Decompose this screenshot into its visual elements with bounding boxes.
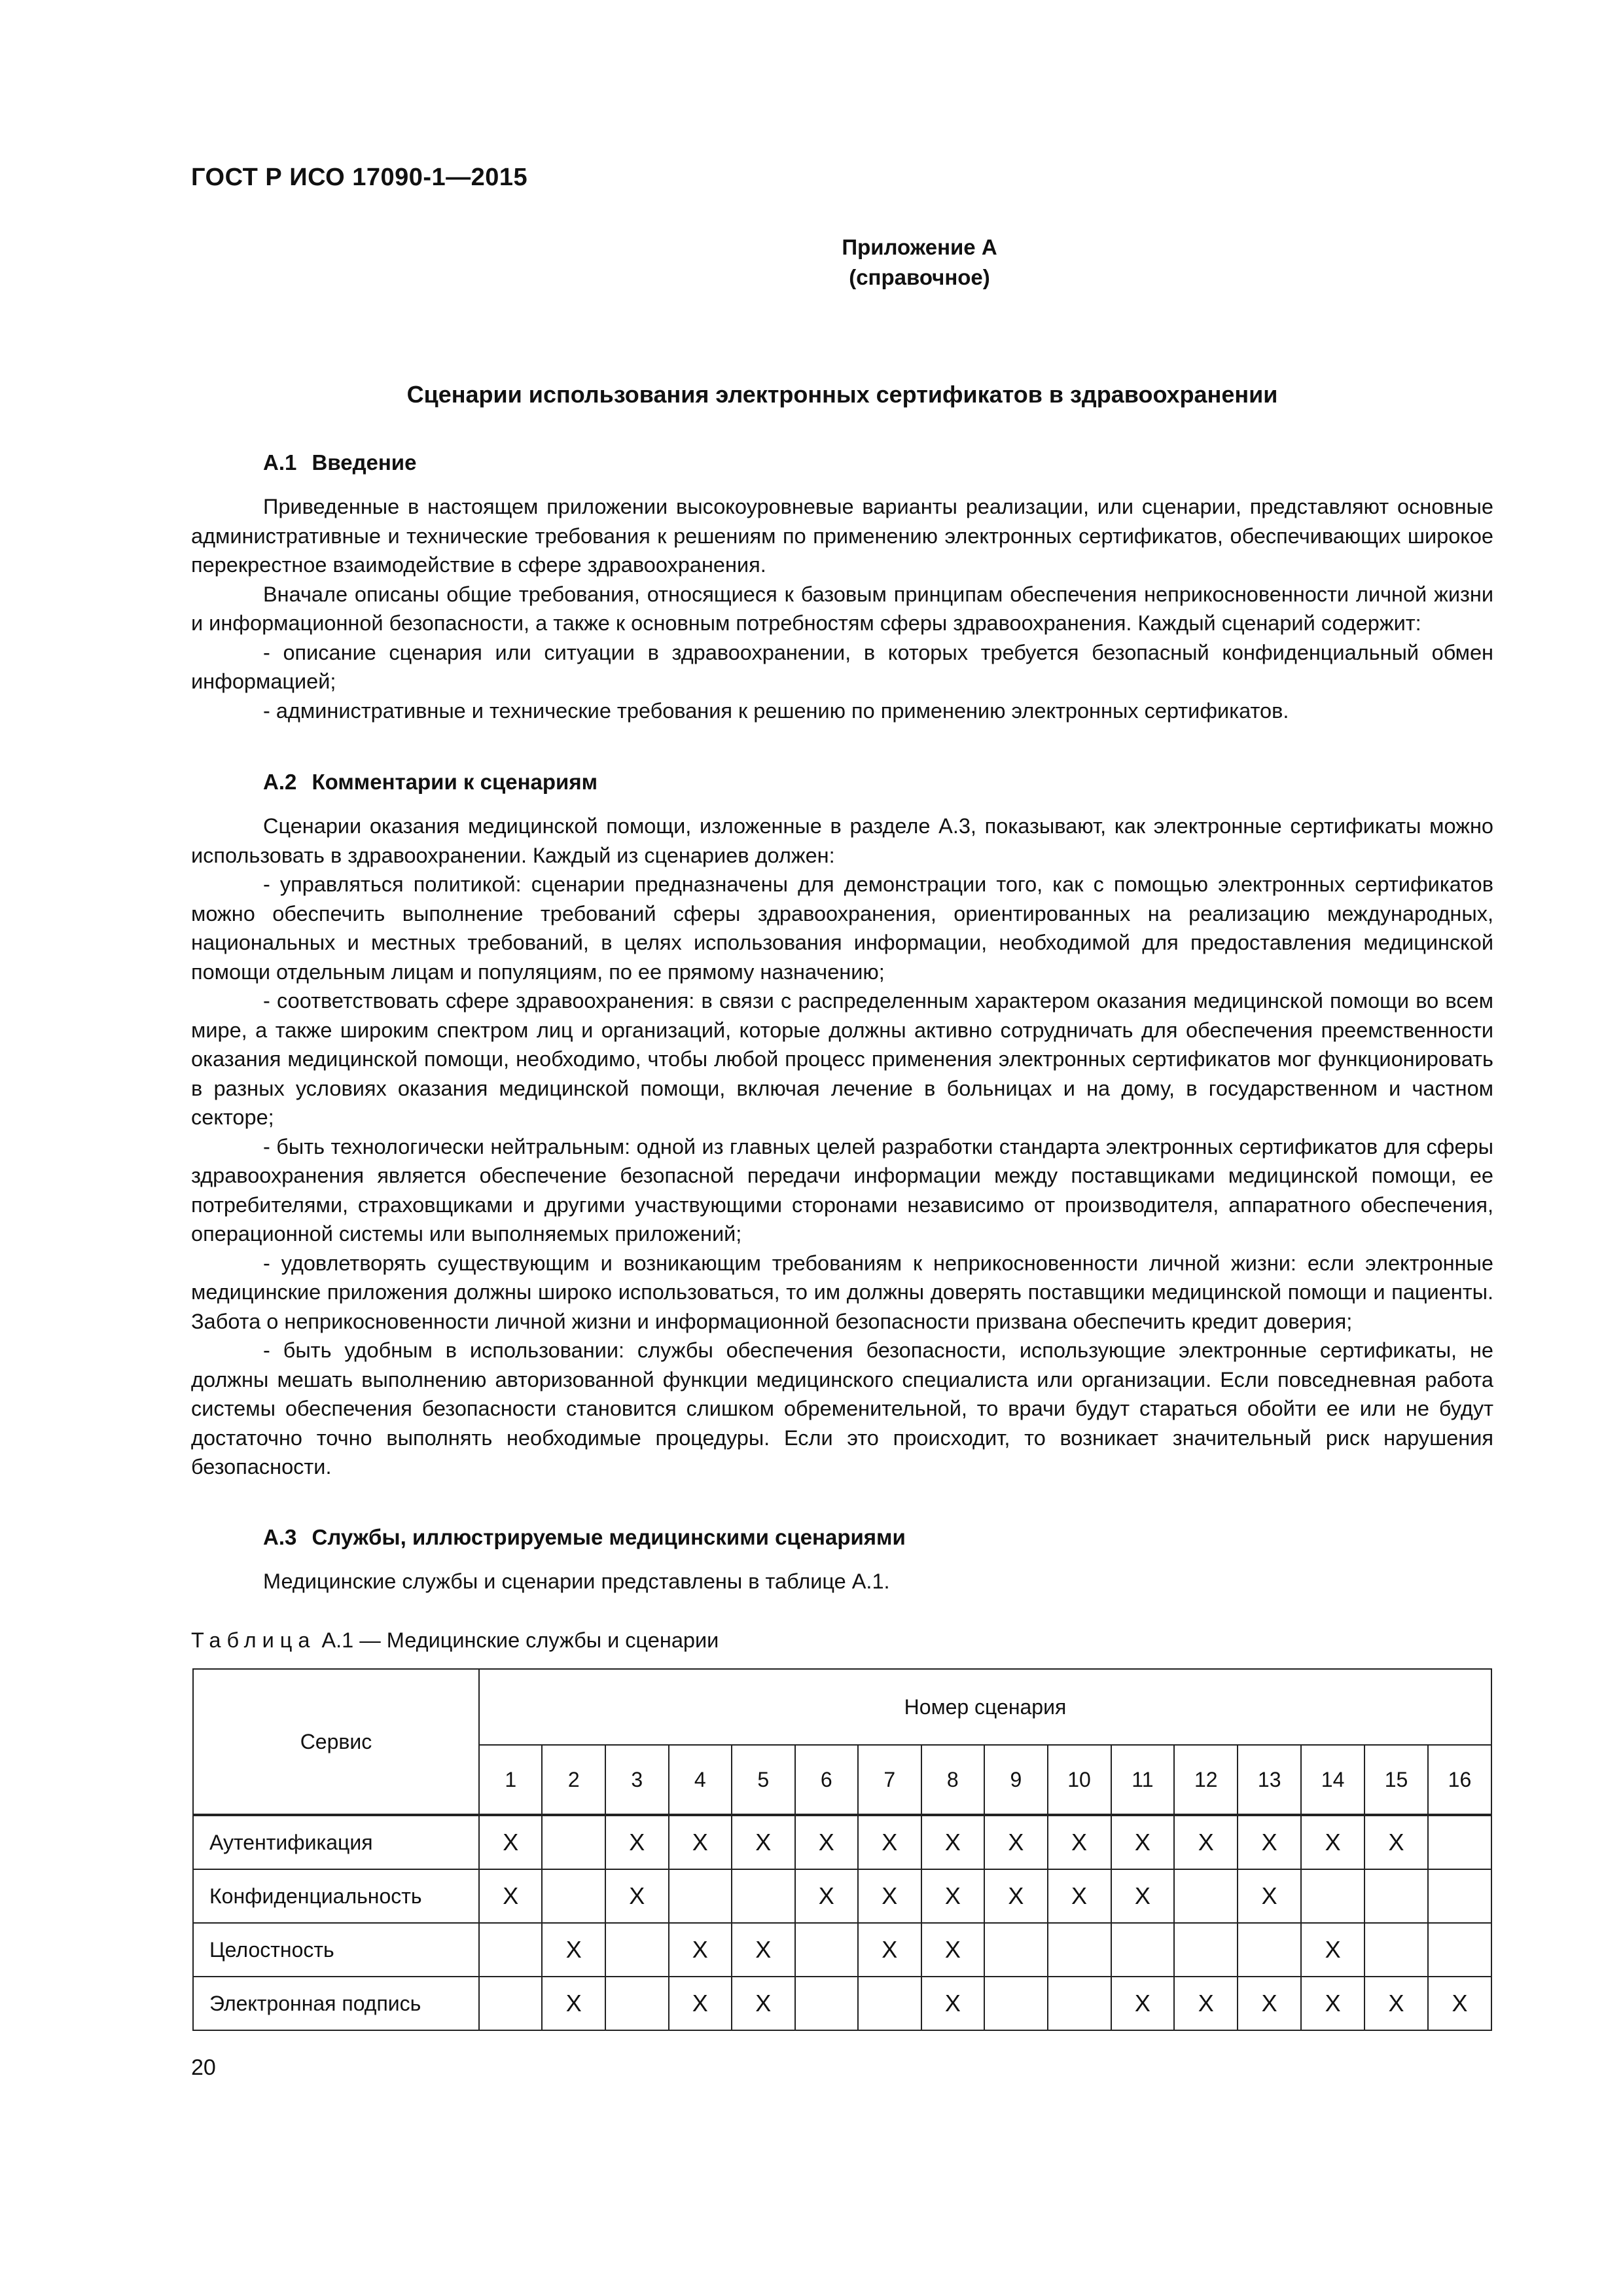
- section-body-a2: [191, 812, 1493, 1482]
- scenario-mark-cell: X: [1238, 1869, 1301, 1923]
- scenario-mark-cell: [1174, 1869, 1238, 1923]
- table-row: [193, 1977, 1491, 2030]
- scenario-mark-cell: X: [858, 1923, 921, 1977]
- scenario-mark-cell: X: [984, 1869, 1048, 1923]
- paragraph: - административные и технические требования к решению по применению электронных сертификатов.: [263, 698, 1289, 723]
- scenario-mark-cell: [479, 1923, 543, 1977]
- section-number: А.1: [263, 450, 297, 475]
- table-body: [193, 1815, 1491, 2030]
- paragraph: Вначале описаны общие требования, относящиеся к базовым принципам обеспечения неприкосновенности личной жизни и информационной безопасности, а также к основным потребностям сферы здравоохранения. Каждый сценарий содержит:: [191, 582, 1493, 635]
- scenario-mark-cell: X: [921, 1815, 985, 1869]
- service-name-cell: Электронная подпись: [193, 1977, 479, 2030]
- scenario-number-header: 7: [858, 1745, 921, 1815]
- scenario-mark-cell: [1111, 1923, 1175, 1977]
- scenario-mark-cell: X: [1111, 1977, 1175, 2030]
- scenario-mark-cell: X: [921, 1923, 985, 1977]
- paragraph: Сценарии оказания медицинской помощи, изложенные в разделе А.3, показывают, как электронные сертификаты можно использовать в здравоохранении. Каждый из сценариев должен:: [191, 814, 1493, 867]
- paragraph: - быть технологически нейтральным: одной из главных целей разработки стандарта электронных сертификатов для сферы здравоохранения является обеспечение безопасной передачи информации между поставщиками медицинской помощи, ее потребителями, страховщиками и другими участвующими сторонами независимо от производителя, аппаратного обеспечения, операционной системы или выполняемых приложений;: [191, 1134, 1493, 1246]
- scenario-mark-cell: X: [1174, 1977, 1238, 2030]
- section-title: Службы, иллюстрируемые медицинскими сценариями: [312, 1525, 906, 1549]
- document-code: ГОСТ Р ИСО 17090-1—2015: [191, 164, 528, 191]
- scenario-mark-cell: [984, 1923, 1048, 1977]
- scenario-mark-cell: X: [1048, 1869, 1111, 1923]
- scenario-mark-cell: X: [1238, 1815, 1301, 1869]
- scenario-mark-cell: [795, 1977, 859, 2030]
- scenario-number-header: 4: [669, 1745, 732, 1815]
- table-row: [193, 1923, 1491, 1977]
- scenario-mark-cell: [1048, 1923, 1111, 1977]
- service-name-cell: Аутентификация: [193, 1815, 479, 1869]
- paragraph: - соответствовать сфере здравоохранения: в связи с распределенным характером оказания медицинской помощи во всем мире, а также широким спектром лиц и организаций, которые должны активно сотрудничать для обеспечения преемственности оказания медицинской помощи, необходимо, чтобы любой процесс применения электронных сертификатов мог функционировать в разных условиях оказания медицинской помощи, включая лечение в больницах и на дому, в государственном и частном секторе;: [191, 989, 1493, 1129]
- section-number: А.2: [263, 770, 297, 794]
- scenario-mark-cell: X: [1111, 1869, 1175, 1923]
- table-row: [193, 1869, 1491, 1923]
- scenario-mark-cell: X: [1301, 1815, 1364, 1869]
- scenario-mark-cell: X: [732, 1977, 795, 2030]
- scenario-number-header: 16: [1428, 1745, 1491, 1815]
- annex-main-title: Сценарии использования электронных сертификатов в здравоохранении: [406, 381, 1278, 408]
- scenario-mark-cell: X: [1428, 1977, 1491, 2030]
- scenario-mark-cell: X: [1048, 1815, 1111, 1869]
- annex-label: Приложение А: [842, 235, 997, 259]
- scenario-number-header: 2: [542, 1745, 605, 1815]
- scenario-mark-cell: [1428, 1923, 1491, 1977]
- scenario-number-header: 6: [795, 1745, 859, 1815]
- scenario-mark-cell: [542, 1869, 605, 1923]
- scenario-number-group-header: Номер сценария: [479, 1669, 1491, 1745]
- scenario-mark-cell: X: [605, 1869, 669, 1923]
- table-row: [193, 1815, 1491, 1869]
- table-caption-text: А.1 — Медицинские службы и сценарии: [315, 1628, 719, 1652]
- scenario-number-header: 14: [1301, 1745, 1364, 1815]
- scenario-mark-cell: [1174, 1923, 1238, 1977]
- paragraph: - быть удобным в использовании: службы обеспечения безопасности, использующие электронные сертификаты, не должны мешать выполнению авторизованной функции медицинского специалиста или организации. Если повседневная работа системы обеспечения безопасности становится слишком обременительной, то врачи будут стараться обойти ее или не будут достаточно точно выполнять необходимые процедуры. Если это происходит, то возникает значительный риск нарушения безопасности.: [191, 1338, 1493, 1479]
- section-title: Введение: [312, 450, 417, 475]
- service-column-header: Сервис: [193, 1669, 479, 1815]
- annex-heading: [654, 232, 1185, 293]
- scenario-mark-cell: [542, 1815, 605, 1869]
- scenario-mark-cell: [479, 1977, 543, 2030]
- scenario-mark-cell: X: [1301, 1977, 1364, 2030]
- paragraph: - удовлетворять существующим и возникающим требованиям к неприкосновенности личной жизни: если электронные медицинские приложения должны широко использоваться, то им должны доверять поставщики медицинской помощи и пациенты. Забота о неприкосновенности личной жизни и информационной безопасности призвана обеспечить кредит доверия;: [191, 1251, 1493, 1333]
- scenario-mark-cell: [1428, 1815, 1491, 1869]
- section-body-a3: [191, 1567, 1493, 1596]
- table-header-row: [193, 1669, 1491, 1745]
- scenario-mark-cell: [1238, 1923, 1301, 1977]
- scenario-mark-cell: X: [669, 1815, 732, 1869]
- scenario-mark-cell: [1428, 1869, 1491, 1923]
- section-heading-a2: [263, 770, 597, 795]
- scenario-number-header: 1: [479, 1745, 543, 1815]
- scenario-number-header: 15: [1364, 1745, 1428, 1815]
- scenario-mark-cell: X: [732, 1923, 795, 1977]
- scenario-mark-cell: X: [669, 1923, 732, 1977]
- scenario-number-header: 3: [605, 1745, 669, 1815]
- scenario-mark-cell: X: [1174, 1815, 1238, 1869]
- scenario-mark-cell: [1048, 1977, 1111, 2030]
- paragraph: - описание сценария или ситуации в здравоохранении, в которых требуется безопасный конфиденциальный обмен информацией;: [191, 640, 1493, 693]
- scenario-number-header: 13: [1238, 1745, 1301, 1815]
- services-scenarios-table: [192, 1668, 1492, 2031]
- scenario-mark-cell: X: [795, 1869, 859, 1923]
- scenario-mark-cell: [1364, 1869, 1428, 1923]
- scenario-mark-cell: X: [1364, 1977, 1428, 2030]
- scenario-number-header: 5: [732, 1745, 795, 1815]
- scenario-mark-cell: X: [605, 1815, 669, 1869]
- scenario-mark-cell: X: [1301, 1923, 1364, 1977]
- annex-status: (справочное): [849, 265, 990, 289]
- scenario-number-header: 10: [1048, 1745, 1111, 1815]
- scenario-mark-cell: X: [669, 1977, 732, 2030]
- scenario-mark-cell: [858, 1977, 921, 2030]
- section-title: Комментарии к сценариям: [312, 770, 597, 794]
- section-body-a1: [191, 492, 1493, 725]
- scenario-mark-cell: X: [858, 1869, 921, 1923]
- table-caption-prefix: Таблица: [191, 1628, 316, 1652]
- scenario-number-header: 11: [1111, 1745, 1175, 1815]
- paragraph: Приведенные в настоящем приложении высокоуровневые варианты реализации, или сценарии, представляют основные административные и технические требования к решениям по применению электронных сертификатов, обеспечивающих широкое перекрестное взаимодействие в сфере здравоохранения.: [191, 495, 1493, 577]
- section-heading-a1: [263, 450, 416, 475]
- scenario-mark-cell: X: [1111, 1815, 1175, 1869]
- scenario-mark-cell: X: [479, 1815, 543, 1869]
- scenario-mark-cell: [605, 1923, 669, 1977]
- scenario-mark-cell: [605, 1977, 669, 2030]
- scenario-mark-cell: X: [1238, 1977, 1301, 2030]
- scenario-number-header: 8: [921, 1745, 985, 1815]
- scenario-mark-cell: [1364, 1923, 1428, 1977]
- section-number: А.3: [263, 1525, 297, 1549]
- scenario-mark-cell: [984, 1977, 1048, 2030]
- scenario-mark-cell: [669, 1869, 732, 1923]
- scenario-mark-cell: [1301, 1869, 1364, 1923]
- scenario-number-header: 9: [984, 1745, 1048, 1815]
- service-name-cell: Целостность: [193, 1923, 479, 1977]
- section-heading-a3: [263, 1525, 906, 1550]
- scenario-mark-cell: X: [1364, 1815, 1428, 1869]
- scenario-mark-cell: [795, 1923, 859, 1977]
- scenario-mark-cell: X: [542, 1923, 605, 1977]
- scenario-mark-cell: X: [858, 1815, 921, 1869]
- scenario-mark-cell: [732, 1869, 795, 1923]
- scenario-mark-cell: X: [921, 1869, 985, 1923]
- table-caption: [191, 1628, 719, 1653]
- paragraph: - управляться политикой: сценарии предназначены для демонстрации того, как с помощью электронных сертификатов можно обеспечить выполнение требований сферы здравоохранения, ориентированных на реализацию международных, национальных и местных требований, в целях использования информации, необходимой для предоставления медицинской помощи отдельным лицам и популяциям, по ее прямому назначению;: [191, 872, 1493, 984]
- scenario-mark-cell: X: [921, 1977, 985, 2030]
- scenario-number-header: 12: [1174, 1745, 1238, 1815]
- paragraph: Медицинские службы и сценарии представлены в таблице А.1.: [263, 1570, 890, 1593]
- page-number: 20: [191, 2055, 216, 2080]
- scenario-mark-cell: X: [732, 1815, 795, 1869]
- scenario-mark-cell: X: [795, 1815, 859, 1869]
- scenario-mark-cell: X: [479, 1869, 543, 1923]
- service-name-cell: Конфиденциальность: [193, 1869, 479, 1923]
- scenario-mark-cell: X: [542, 1977, 605, 2030]
- scenario-mark-cell: X: [984, 1815, 1048, 1869]
